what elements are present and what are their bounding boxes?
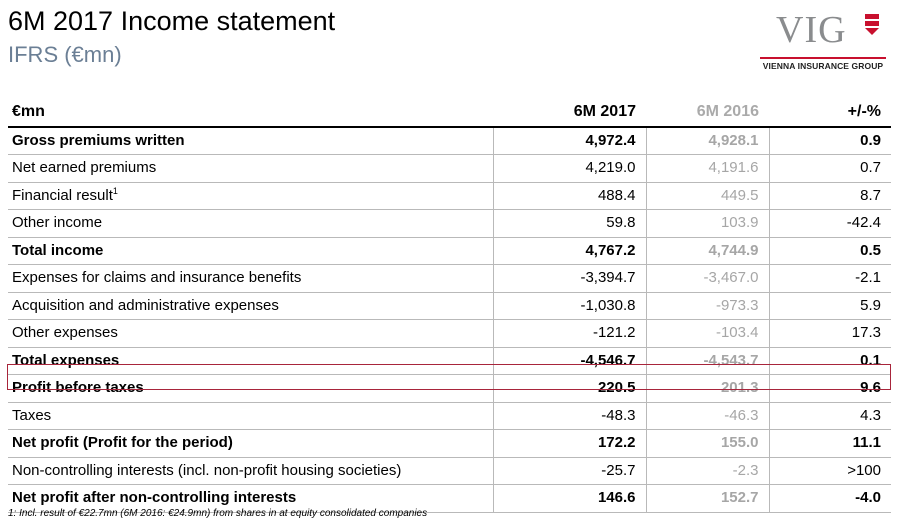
row-label-text: Acquisition and administrative expenses: [12, 296, 279, 314]
value-change-text: 0.9: [860, 131, 881, 149]
row-label: [8, 402, 493, 430]
value-6m-2016: [646, 457, 769, 485]
row-label: [8, 237, 493, 265]
value-6m-2016: [646, 375, 769, 403]
value-6m-2016-text: 155.0: [720, 434, 759, 452]
row-label: [8, 320, 493, 348]
row-label-text: Total expenses: [12, 351, 120, 369]
value-6m-2016-text: -46.3: [724, 406, 759, 424]
value-6m-2017: [493, 182, 646, 210]
value-6m-2017-text: -1,030.8: [580, 296, 636, 314]
row-label-text: Gross premiums written: [12, 131, 185, 149]
row-label: [8, 127, 493, 155]
value-change: [769, 402, 891, 430]
value-change: [769, 265, 891, 293]
value-6m-2017: [493, 402, 646, 430]
value-6m-2017: [493, 485, 646, 513]
value-6m-2017: [493, 237, 646, 265]
table-row: [8, 292, 891, 320]
value-change-text: 0.5: [860, 241, 881, 259]
value-6m-2017-text: 4,767.2: [585, 241, 636, 259]
value-6m-2016-text: 449.5: [720, 186, 759, 204]
value-6m-2016: [646, 237, 769, 265]
value-change: [769, 375, 891, 403]
value-6m-2016: [646, 155, 769, 183]
value-6m-2017: [493, 155, 646, 183]
table-row: [8, 375, 891, 403]
table-row: [8, 320, 891, 348]
column-header-unit: €mn: [8, 99, 493, 127]
value-6m-2017: [493, 265, 646, 293]
value-6m-2016: [646, 485, 769, 513]
value-change-text: 5.9: [860, 296, 881, 314]
value-6m-2017-text: 220.5: [597, 379, 636, 397]
table-row: [8, 155, 891, 183]
value-6m-2017-text: -3,394.7: [580, 269, 636, 287]
income-statement-table: [8, 99, 891, 513]
value-6m-2017: [493, 430, 646, 458]
value-6m-2017: [493, 320, 646, 348]
value-6m-2016-text: -103.4: [715, 324, 759, 342]
value-6m-2017: [493, 127, 646, 155]
footnote-marker: 1: [112, 185, 118, 196]
column-header-change: +/-%: [769, 99, 891, 127]
value-6m-2016-text: 152.7: [720, 489, 759, 507]
value-change-text: 9.6: [860, 379, 881, 397]
row-label: [8, 155, 493, 183]
value-6m-2016: [646, 292, 769, 320]
row-label-text: Financial result: [12, 186, 113, 204]
table-row: [8, 265, 891, 293]
value-6m-2017: [493, 292, 646, 320]
value-change: [769, 210, 891, 238]
value-6m-2017-text: -48.3: [601, 406, 636, 424]
value-6m-2016-text: -4,543.7: [703, 351, 759, 369]
table-row: [8, 402, 891, 430]
value-change: [769, 485, 891, 513]
value-change: [769, 237, 891, 265]
table-row: [8, 347, 891, 375]
value-6m-2016: [646, 347, 769, 375]
value-6m-2016-text: 201.3: [720, 379, 759, 397]
value-change: [769, 155, 891, 183]
row-label-text: Other income: [12, 214, 103, 232]
table-header-row: [8, 99, 891, 127]
logo-wordmark: VIG: [776, 9, 847, 51]
value-change-text: 17.3: [851, 324, 881, 342]
value-6m-2016-text: -2.3: [732, 461, 759, 479]
page-subtitle: IFRS (€mn): [8, 42, 122, 67]
table-row: [8, 210, 891, 238]
logo-shield-icon: [864, 14, 880, 36]
value-6m-2017-text: 146.6: [597, 489, 636, 507]
logo-divider: [760, 57, 886, 59]
row-label: [8, 430, 493, 458]
value-change-text: 11.1: [852, 434, 881, 452]
table-row: [8, 430, 891, 458]
vig-logo: [760, 10, 886, 74]
table-row: [8, 237, 891, 265]
value-change-text: 8.7: [860, 186, 881, 204]
value-6m-2017-text: -4,546.7: [580, 351, 636, 369]
column-header-current: 6M 2017: [493, 99, 646, 127]
column-header-previous: 6M 2016: [646, 99, 769, 127]
row-label-text: Non-controlling interests (incl. non-profit housing societies): [12, 461, 402, 479]
value-change: [769, 347, 891, 375]
value-6m-2016-text: 4,191.6: [708, 159, 759, 177]
row-label: [8, 347, 493, 375]
row-label: [8, 265, 493, 293]
value-change-text: -2.1: [855, 269, 881, 287]
value-6m-2017-text: 4,219.0: [585, 159, 636, 177]
value-6m-2017-text: -121.2: [592, 324, 636, 342]
row-label: [8, 457, 493, 485]
value-6m-2016: [646, 182, 769, 210]
row-label-text: Total income: [12, 241, 104, 259]
value-change-text: >100: [847, 461, 881, 479]
value-change-text: 0.1: [860, 351, 881, 369]
value-6m-2017-text: 59.8: [606, 214, 636, 232]
value-change: [769, 457, 891, 485]
value-change: [769, 320, 891, 348]
table-row: [8, 182, 891, 210]
table-body: [8, 127, 891, 513]
value-6m-2016: [646, 430, 769, 458]
value-6m-2017-text: 172.2: [597, 434, 636, 452]
value-6m-2017: [493, 347, 646, 375]
value-6m-2017-text: 488.4: [597, 186, 636, 204]
value-6m-2017-text: 4,972.4: [585, 131, 636, 149]
row-label: [8, 210, 493, 238]
footnote: 1: Incl. result of €22.7mn (6M 2016: €24.9mn) from shares in at equity consolidated companies: [8, 508, 428, 519]
value-6m-2017: [493, 210, 646, 238]
row-label: [8, 182, 493, 210]
value-6m-2016-text: 4,744.9: [708, 241, 759, 259]
value-6m-2016-text: -3,467.0: [703, 269, 759, 287]
value-6m-2016: [646, 265, 769, 293]
row-label: [8, 292, 493, 320]
value-6m-2016-text: 103.9: [720, 214, 759, 232]
value-change: [769, 292, 891, 320]
value-change: [769, 430, 891, 458]
row-label-text: Profit before taxes: [12, 379, 144, 397]
table-row: [8, 127, 891, 155]
value-6m-2017: [493, 375, 646, 403]
row-label-text: Net profit after non-controlling interests: [12, 489, 297, 507]
value-6m-2016: [646, 127, 769, 155]
value-change: [769, 127, 891, 155]
row-label-text: Net profit (Profit for the period): [12, 434, 233, 452]
value-6m-2016-text: 4,928.1: [708, 131, 759, 149]
row-label-text: Taxes: [12, 406, 52, 424]
value-6m-2017: [493, 457, 646, 485]
value-6m-2016: [646, 402, 769, 430]
logo-tagline: VIENNA INSURANCE GROUP: [762, 61, 884, 71]
value-change: [769, 182, 891, 210]
value-change-text: -42.4: [846, 214, 881, 232]
value-6m-2016-text: -973.3: [715, 296, 759, 314]
page-title: 6M 2017 Income statement: [8, 6, 336, 36]
value-change-text: -4.0: [855, 489, 881, 507]
value-6m-2016: [646, 320, 769, 348]
value-change-text: 4.3: [860, 406, 881, 424]
row-label-text: Expenses for claims and insurance benefits: [12, 269, 302, 287]
row-label-text: Net earned premiums: [12, 159, 157, 177]
value-6m-2016: [646, 210, 769, 238]
value-6m-2017-text: -25.7: [601, 461, 636, 479]
row-label: [8, 375, 493, 403]
value-change-text: 0.7: [860, 159, 881, 177]
row-label-text: Other expenses: [12, 324, 118, 342]
table-row: [8, 457, 891, 485]
